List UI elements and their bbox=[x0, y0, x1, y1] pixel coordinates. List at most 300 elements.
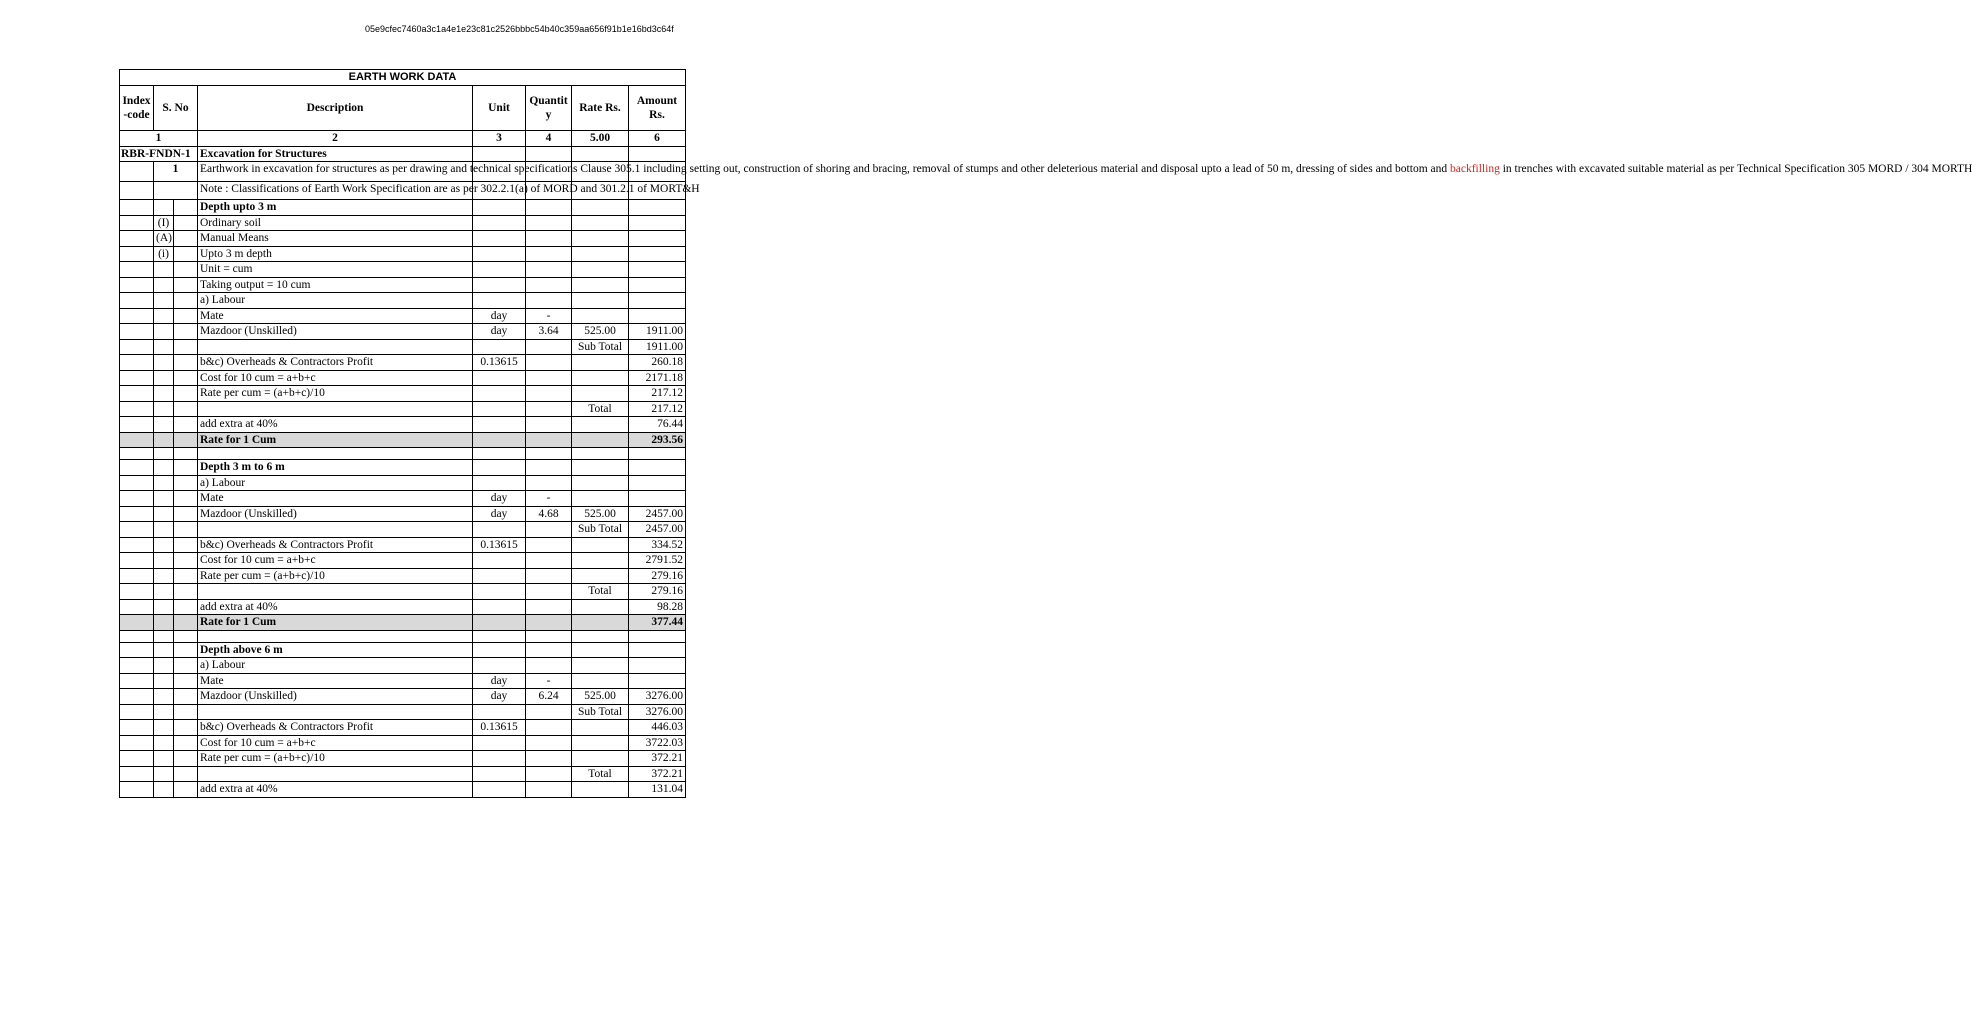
row-rate bbox=[572, 553, 629, 569]
row-quantity: - bbox=[526, 491, 572, 507]
row-amount bbox=[629, 448, 686, 460]
item-description: Earthwork in excavation for structures as per drawing and technical specifications Clause 305.1 including setting out, construction of shoring and bracing, removal of stumps and other deleterious material and disposal upto a lead of 50 m, dressing of sides and bottom and backfilling in trenches with excavated suitable material as per Technical Specification 305 MORD / 304 MORTH bbox=[198, 162, 473, 182]
row-sub-index bbox=[154, 642, 174, 658]
column-number-row bbox=[120, 131, 686, 147]
item-name: Excavation for Structures bbox=[198, 146, 473, 162]
row-unit bbox=[473, 246, 526, 262]
row-description: Cost for 10 cum = a+b+c bbox=[198, 370, 473, 386]
row-sub-index bbox=[154, 200, 174, 216]
row-rate: Total bbox=[572, 401, 629, 417]
table-row bbox=[120, 231, 686, 247]
row-rate bbox=[572, 215, 629, 231]
row-amount bbox=[629, 293, 686, 309]
col-number: 6 bbox=[629, 131, 686, 147]
row-rate bbox=[572, 751, 629, 767]
row-quantity bbox=[526, 460, 572, 476]
table-row bbox=[120, 704, 686, 720]
row-unit bbox=[473, 215, 526, 231]
row-unit bbox=[473, 584, 526, 600]
row-sub-index bbox=[154, 262, 174, 278]
col-number: 3 bbox=[473, 131, 526, 147]
row-quantity bbox=[526, 782, 572, 798]
table-row bbox=[120, 642, 686, 658]
row-quantity bbox=[526, 568, 572, 584]
row-rate bbox=[572, 370, 629, 386]
row-description: b&c) Overheads & Contractors Profit bbox=[198, 355, 473, 371]
item-note: Note : Classifications of Earth Work Specification are as per 302.2.1(a) of MORD and 301.2.1 of MORT&H bbox=[198, 181, 473, 200]
row-description: Depth 3 m to 6 m bbox=[198, 460, 473, 476]
table-row bbox=[120, 735, 686, 751]
row-quantity bbox=[526, 246, 572, 262]
row-sub-index bbox=[154, 460, 174, 476]
row-rate bbox=[572, 460, 629, 476]
row-unit bbox=[473, 642, 526, 658]
row-amount: 131.04 bbox=[629, 782, 686, 798]
row-amount bbox=[629, 262, 686, 278]
table-row bbox=[120, 782, 686, 798]
row-amount bbox=[629, 215, 686, 231]
row-unit: day bbox=[473, 491, 526, 507]
row-rate: 525.00 bbox=[572, 324, 629, 340]
row-description: Depth upto 3 m bbox=[198, 200, 473, 216]
row-rate bbox=[572, 642, 629, 658]
row-description bbox=[198, 522, 473, 538]
row-sub-index bbox=[154, 751, 174, 767]
row-unit bbox=[473, 386, 526, 402]
row-rate bbox=[572, 720, 629, 736]
row-amount: 293.56 bbox=[629, 432, 686, 448]
row-rate: 525.00 bbox=[572, 689, 629, 705]
row-amount: 2457.00 bbox=[629, 522, 686, 538]
row-unit bbox=[473, 460, 526, 476]
row-rate bbox=[572, 308, 629, 324]
row-quantity bbox=[526, 200, 572, 216]
row-unit bbox=[473, 401, 526, 417]
row-sub-index bbox=[154, 658, 174, 674]
table-row bbox=[120, 720, 686, 736]
table-row bbox=[120, 262, 686, 278]
row-rate bbox=[572, 417, 629, 433]
row-quantity bbox=[526, 475, 572, 491]
row-description: Ordinary soil bbox=[198, 215, 473, 231]
row-quantity bbox=[526, 537, 572, 553]
row-unit bbox=[473, 522, 526, 538]
row-sub-index bbox=[154, 537, 174, 553]
row-amount: 372.21 bbox=[629, 766, 686, 782]
row-quantity bbox=[526, 370, 572, 386]
row-unit: day bbox=[473, 324, 526, 340]
row-description: Mate bbox=[198, 308, 473, 324]
row-rate bbox=[572, 448, 629, 460]
row-sub-index bbox=[154, 386, 174, 402]
row-sub-index: (I) bbox=[154, 215, 174, 231]
row-unit bbox=[473, 658, 526, 674]
row-unit bbox=[473, 200, 526, 216]
row-unit bbox=[473, 417, 526, 433]
item-note-row bbox=[120, 181, 686, 200]
row-sub-index bbox=[154, 491, 174, 507]
table-row bbox=[120, 215, 686, 231]
row-description bbox=[198, 630, 473, 642]
row-description: Mate bbox=[198, 673, 473, 689]
row-description: Cost for 10 cum = a+b+c bbox=[198, 553, 473, 569]
row-unit bbox=[473, 735, 526, 751]
row-amount bbox=[629, 491, 686, 507]
row-quantity bbox=[526, 355, 572, 371]
table-row bbox=[120, 339, 686, 355]
row-quantity bbox=[526, 599, 572, 615]
row-rate bbox=[572, 630, 629, 642]
row-unit: day bbox=[473, 308, 526, 324]
item-code-row bbox=[120, 146, 686, 162]
row-rate bbox=[572, 599, 629, 615]
row-unit: day bbox=[473, 673, 526, 689]
row-sub-index bbox=[154, 293, 174, 309]
row-quantity bbox=[526, 401, 572, 417]
row-rate: Sub Total bbox=[572, 522, 629, 538]
row-sub-index bbox=[154, 308, 174, 324]
row-rate bbox=[572, 293, 629, 309]
row-unit bbox=[473, 293, 526, 309]
row-rate: Sub Total bbox=[572, 704, 629, 720]
row-amount: 377.44 bbox=[629, 615, 686, 631]
row-sub-index bbox=[154, 277, 174, 293]
row-sub-index bbox=[154, 475, 174, 491]
row-amount: 372.21 bbox=[629, 751, 686, 767]
row-sub-index bbox=[154, 673, 174, 689]
table-row bbox=[120, 553, 686, 569]
row-quantity bbox=[526, 262, 572, 278]
row-rate bbox=[572, 615, 629, 631]
row-quantity bbox=[526, 231, 572, 247]
row-unit bbox=[473, 262, 526, 278]
table-row bbox=[120, 658, 686, 674]
row-description: Mazdoor (Unskilled) bbox=[198, 689, 473, 705]
earth-work-table bbox=[119, 69, 1972, 798]
row-quantity bbox=[526, 720, 572, 736]
row-quantity: 4.68 bbox=[526, 506, 572, 522]
row-amount: 1911.00 bbox=[629, 339, 686, 355]
row-description: Depth above 6 m bbox=[198, 642, 473, 658]
row-amount bbox=[629, 658, 686, 674]
table-row bbox=[120, 308, 686, 324]
table-title: EARTH WORK DATA bbox=[120, 70, 686, 86]
table-row bbox=[120, 277, 686, 293]
row-description: b&c) Overheads & Contractors Profit bbox=[198, 720, 473, 736]
row-sub-index bbox=[154, 370, 174, 386]
table-row bbox=[120, 599, 686, 615]
row-description: add extra at 40% bbox=[198, 417, 473, 433]
row-rate bbox=[572, 262, 629, 278]
row-quantity: 6.24 bbox=[526, 689, 572, 705]
row-amount: 3722.03 bbox=[629, 735, 686, 751]
row-unit bbox=[473, 568, 526, 584]
row-unit bbox=[473, 630, 526, 642]
row-rate bbox=[572, 568, 629, 584]
row-unit bbox=[473, 231, 526, 247]
table-row bbox=[120, 432, 686, 448]
row-rate bbox=[572, 246, 629, 262]
header-amount: Amount Rs. bbox=[629, 86, 686, 131]
spacer-row bbox=[120, 630, 686, 642]
row-quantity bbox=[526, 215, 572, 231]
row-description bbox=[198, 448, 473, 460]
table-row bbox=[120, 460, 686, 476]
row-amount bbox=[629, 308, 686, 324]
row-amount: 2171.18 bbox=[629, 370, 686, 386]
row-amount: 2457.00 bbox=[629, 506, 686, 522]
row-rate bbox=[572, 432, 629, 448]
row-rate: Sub Total bbox=[572, 339, 629, 355]
table-row bbox=[120, 401, 686, 417]
row-quantity: 3.64 bbox=[526, 324, 572, 340]
row-unit bbox=[473, 766, 526, 782]
row-amount: 217.12 bbox=[629, 386, 686, 402]
row-unit bbox=[473, 553, 526, 569]
table-title-row bbox=[120, 70, 686, 86]
row-sub-index bbox=[154, 339, 174, 355]
row-quantity bbox=[526, 615, 572, 631]
table-row bbox=[120, 751, 686, 767]
header-index-code: Index -code bbox=[120, 86, 154, 131]
header-row bbox=[120, 86, 686, 131]
row-description bbox=[198, 704, 473, 720]
row-description: add extra at 40% bbox=[198, 782, 473, 798]
row-sub-index bbox=[154, 522, 174, 538]
row-sub-index bbox=[154, 553, 174, 569]
table-row bbox=[120, 506, 686, 522]
row-amount bbox=[629, 460, 686, 476]
row-quantity bbox=[526, 642, 572, 658]
table-row bbox=[120, 673, 686, 689]
row-rate: Total bbox=[572, 584, 629, 600]
row-quantity: - bbox=[526, 308, 572, 324]
row-amount: 76.44 bbox=[629, 417, 686, 433]
row-amount bbox=[629, 231, 686, 247]
item-code: RBR-FNDN-1 bbox=[120, 146, 198, 162]
row-rate bbox=[572, 735, 629, 751]
row-quantity bbox=[526, 448, 572, 460]
row-rate bbox=[572, 386, 629, 402]
table-row bbox=[120, 370, 686, 386]
row-unit bbox=[473, 370, 526, 386]
row-sub-index: (A) bbox=[154, 231, 174, 247]
row-amount bbox=[629, 673, 686, 689]
header-description: Description bbox=[198, 86, 473, 131]
row-sub-index bbox=[154, 417, 174, 433]
row-sub-index bbox=[154, 630, 174, 642]
row-description: Manual Means bbox=[198, 231, 473, 247]
row-amount: 3276.00 bbox=[629, 689, 686, 705]
table-row bbox=[120, 246, 686, 262]
row-amount: 446.03 bbox=[629, 720, 686, 736]
row-amount: 279.16 bbox=[629, 584, 686, 600]
row-description: Rate per cum = (a+b+c)/10 bbox=[198, 386, 473, 402]
row-amount: 260.18 bbox=[629, 355, 686, 371]
row-amount bbox=[629, 246, 686, 262]
row-description: Mate bbox=[198, 491, 473, 507]
row-description: Mazdoor (Unskilled) bbox=[198, 506, 473, 522]
row-description: Taking output = 10 cum bbox=[198, 277, 473, 293]
table-row bbox=[120, 491, 686, 507]
spacer-row bbox=[120, 448, 686, 460]
row-description bbox=[198, 766, 473, 782]
row-description: Rate for 1 Cum bbox=[198, 615, 473, 631]
row-quantity bbox=[526, 584, 572, 600]
row-quantity bbox=[526, 277, 572, 293]
row-quantity bbox=[526, 658, 572, 674]
row-unit: day bbox=[473, 506, 526, 522]
col-number: 1 bbox=[120, 131, 198, 147]
row-rate bbox=[572, 231, 629, 247]
row-unit bbox=[473, 599, 526, 615]
row-quantity bbox=[526, 417, 572, 433]
row-rate bbox=[572, 475, 629, 491]
row-amount: 334.52 bbox=[629, 537, 686, 553]
row-sub-index bbox=[154, 766, 174, 782]
row-unit bbox=[473, 782, 526, 798]
table-row bbox=[120, 537, 686, 553]
row-unit bbox=[473, 751, 526, 767]
row-sub-index bbox=[154, 584, 174, 600]
row-amount bbox=[629, 277, 686, 293]
row-description bbox=[198, 401, 473, 417]
row-description bbox=[198, 584, 473, 600]
row-rate bbox=[572, 491, 629, 507]
row-quantity bbox=[526, 386, 572, 402]
row-description: a) Labour bbox=[198, 658, 473, 674]
table-row bbox=[120, 293, 686, 309]
row-amount bbox=[629, 642, 686, 658]
row-quantity bbox=[526, 522, 572, 538]
row-amount: 98.28 bbox=[629, 599, 686, 615]
table-row bbox=[120, 689, 686, 705]
row-sub-index bbox=[154, 720, 174, 736]
table-row bbox=[120, 766, 686, 782]
row-unit bbox=[473, 615, 526, 631]
row-quantity bbox=[526, 432, 572, 448]
row-description: Cost for 10 cum = a+b+c bbox=[198, 735, 473, 751]
row-quantity bbox=[526, 553, 572, 569]
row-rate bbox=[572, 200, 629, 216]
row-unit bbox=[473, 277, 526, 293]
row-unit bbox=[473, 704, 526, 720]
row-sub-index bbox=[154, 704, 174, 720]
row-quantity bbox=[526, 704, 572, 720]
row-amount: 279.16 bbox=[629, 568, 686, 584]
col-number: 2 bbox=[198, 131, 473, 147]
row-description: Rate for 1 Cum bbox=[198, 432, 473, 448]
backfilling-highlight: backfilling bbox=[1450, 163, 1500, 175]
row-sub-index bbox=[154, 324, 174, 340]
row-description: a) Labour bbox=[198, 475, 473, 491]
row-quantity bbox=[526, 293, 572, 309]
header-s-no: S. No bbox=[154, 86, 198, 131]
row-sub-index bbox=[154, 568, 174, 584]
row-rate: 525.00 bbox=[572, 506, 629, 522]
row-quantity bbox=[526, 735, 572, 751]
table-row bbox=[120, 200, 686, 216]
row-unit bbox=[473, 339, 526, 355]
row-unit bbox=[473, 432, 526, 448]
row-rate bbox=[572, 355, 629, 371]
row-description bbox=[198, 339, 473, 355]
row-sub-index bbox=[154, 506, 174, 522]
row-rate bbox=[572, 537, 629, 553]
header-unit: Unit bbox=[473, 86, 526, 131]
row-description: Unit = cum bbox=[198, 262, 473, 278]
table-row bbox=[120, 568, 686, 584]
row-amount: 2791.52 bbox=[629, 553, 686, 569]
row-unit: day bbox=[473, 689, 526, 705]
row-quantity bbox=[526, 630, 572, 642]
row-unit bbox=[473, 448, 526, 460]
row-quantity bbox=[526, 339, 572, 355]
row-rate bbox=[572, 658, 629, 674]
row-sub-index bbox=[154, 448, 174, 460]
row-description: Rate per cum = (a+b+c)/10 bbox=[198, 568, 473, 584]
row-unit: 0.13615 bbox=[473, 537, 526, 553]
table-row bbox=[120, 324, 686, 340]
row-quantity bbox=[526, 751, 572, 767]
row-rate bbox=[572, 782, 629, 798]
table-row bbox=[120, 584, 686, 600]
table-row bbox=[120, 615, 686, 631]
item-sno: 1 bbox=[154, 162, 198, 182]
col-number: 4 bbox=[526, 131, 572, 147]
header-quantity: Quantit y bbox=[526, 86, 572, 131]
row-description: a) Labour bbox=[198, 293, 473, 309]
row-rate: Total bbox=[572, 766, 629, 782]
row-sub-index bbox=[154, 689, 174, 705]
row-unit: 0.13615 bbox=[473, 355, 526, 371]
row-description: add extra at 40% bbox=[198, 599, 473, 615]
row-sub-index bbox=[154, 401, 174, 417]
row-description: Upto 3 m depth bbox=[198, 246, 473, 262]
table-row bbox=[120, 475, 686, 491]
item-description-row bbox=[120, 162, 686, 182]
row-sub-index bbox=[154, 615, 174, 631]
row-amount: 3276.00 bbox=[629, 704, 686, 720]
row-rate bbox=[572, 277, 629, 293]
row-description: b&c) Overheads & Contractors Profit bbox=[198, 537, 473, 553]
row-amount: 1911.00 bbox=[629, 324, 686, 340]
table-row bbox=[120, 355, 686, 371]
row-unit: 0.13615 bbox=[473, 720, 526, 736]
row-rate bbox=[572, 673, 629, 689]
table-row bbox=[120, 417, 686, 433]
row-quantity: - bbox=[526, 673, 572, 689]
row-amount bbox=[629, 200, 686, 216]
table-row bbox=[120, 386, 686, 402]
row-sub-index bbox=[154, 599, 174, 615]
row-sub-index bbox=[154, 432, 174, 448]
col-number: 5.00 bbox=[572, 131, 629, 147]
row-amount bbox=[629, 630, 686, 642]
row-description: Mazdoor (Unskilled) bbox=[198, 324, 473, 340]
row-description: Rate per cum = (a+b+c)/10 bbox=[198, 751, 473, 767]
header-rate: Rate Rs. bbox=[572, 86, 629, 131]
row-amount bbox=[629, 475, 686, 491]
row-amount: 217.12 bbox=[629, 401, 686, 417]
row-sub-index: (i) bbox=[154, 246, 174, 262]
row-unit bbox=[473, 475, 526, 491]
table-row bbox=[120, 522, 686, 538]
row-sub-index bbox=[154, 735, 174, 751]
row-sub-index bbox=[154, 782, 174, 798]
row-quantity bbox=[526, 766, 572, 782]
document-hash: 05e9cfec7460a3c1a4e1e23c81c2526bbbc54b40c359aa656f91b1e16bd3c64f bbox=[365, 24, 674, 34]
